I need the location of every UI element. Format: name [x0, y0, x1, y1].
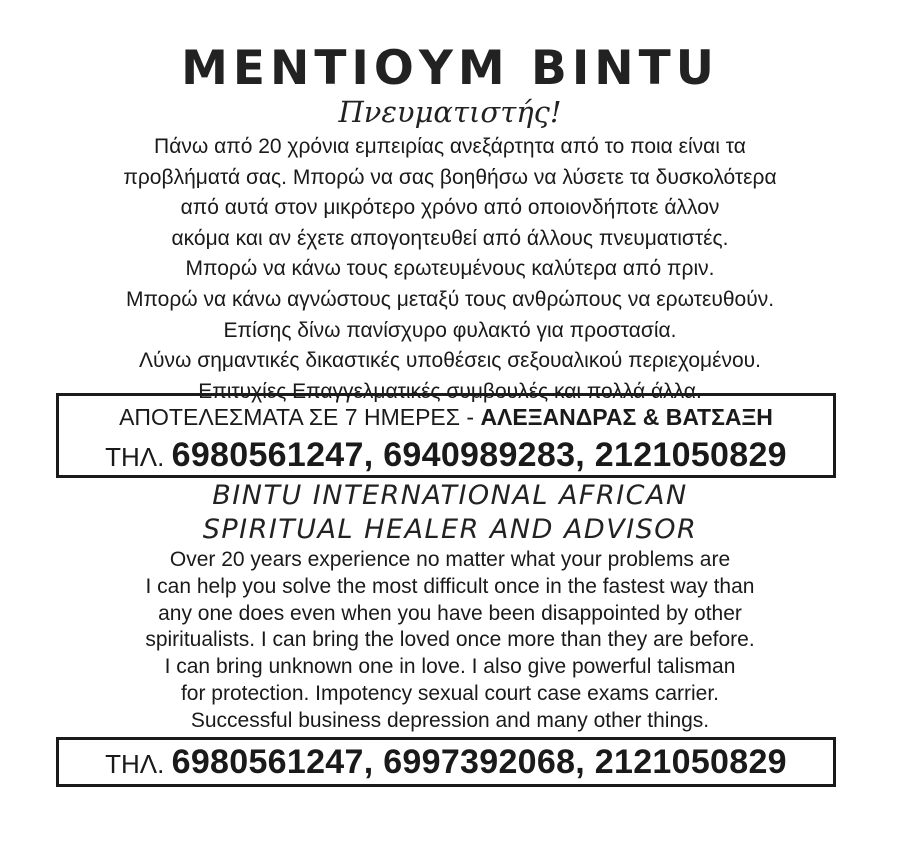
text-line: spiritualists. I can bring the loved once more than they are before.	[145, 628, 755, 652]
text-line: for protection. Impotency sexual court case exams carrier.	[180, 681, 720, 705]
separator: -	[459, 404, 481, 430]
greek-description	[0, 132, 900, 407]
phone-numbers: 6980561247, 6940989283, 2121050829	[171, 436, 787, 474]
text-line: από αυτά στον μικρότερο χρόνο από οποιονδήποτε άλλον	[180, 196, 720, 220]
phone-prefix: ΤΗΛ.	[105, 442, 172, 472]
text-line: I can help you solve the most difficult once in the fastest way than	[145, 574, 755, 598]
subtitle: Πνευματιστής!	[338, 95, 562, 129]
text-line: any one does even when you have been disappointed by other	[158, 601, 742, 625]
text-line: I can bring unknown one in love. I also give powerful talisman	[164, 655, 736, 679]
phone-numbers: 6980561247, 6997392068, 2121050829	[171, 743, 787, 781]
english-description	[0, 547, 900, 735]
text-line: Μπορώ να κάνω αγνώστους μεταξύ τους ανθρώπους να ερωτευθούν.	[125, 287, 775, 311]
phone-line	[59, 435, 833, 482]
contact-box-greek	[56, 393, 836, 478]
phone-prefix: ΤΗΛ.	[105, 749, 172, 779]
text-line: Επίσης δίνω πανίσχυρο φυλακτό για προστασία.	[223, 318, 677, 342]
text-line: Over 20 years experience no matter what your problems are	[169, 548, 731, 571]
text-line: Πάνω από 20 χρόνια εμπειρίας ανεξάρτητα από το ποια είναι τα	[154, 135, 746, 158]
results-text: ΑΠΟΤΕΛΕΣΜΑΤΑ ΣΕ 7 ΗΜΕΡΕΣ	[119, 404, 460, 430]
text-line: Μπορώ να κάνω τους ερωτευμένους καλύτερα από πριν.	[185, 257, 715, 281]
phone-line	[59, 742, 833, 789]
english-heading-line: SPIRITUAL HEALER AND ADVISOR	[202, 514, 698, 545]
text-line: Επιτυχίες Επαγγελματικές συμβουλές και πολλά άλλα.	[198, 379, 702, 403]
address-text: ΑΛΕΞΑΝΔΡΑΣ & ΒΑΤΣΑΞΗ	[480, 404, 773, 430]
results-address-line	[59, 402, 833, 432]
text-line: ακόμα και αν έχετε απογοητευθεί από άλλους πνευματιστές.	[171, 226, 729, 250]
english-heading-line: BINTU INTERNATIONAL AFRICAN	[212, 480, 688, 511]
page-title: ΜΕΝΤΙΟΥΜ ΒΙΝΤU	[181, 41, 719, 96]
contact-box-english	[56, 737, 836, 787]
text-line: Successful business depression and many other things.	[190, 708, 710, 732]
text-line: προβλήματά σας. Μπορώ να σας βοηθήσω να λύσετε τα δυσκολότερα	[123, 165, 777, 189]
text-line: Λύνω σημαντικές δικαστικές υποθέσεις σεξουαλικού περιεχομένου.	[138, 349, 761, 373]
